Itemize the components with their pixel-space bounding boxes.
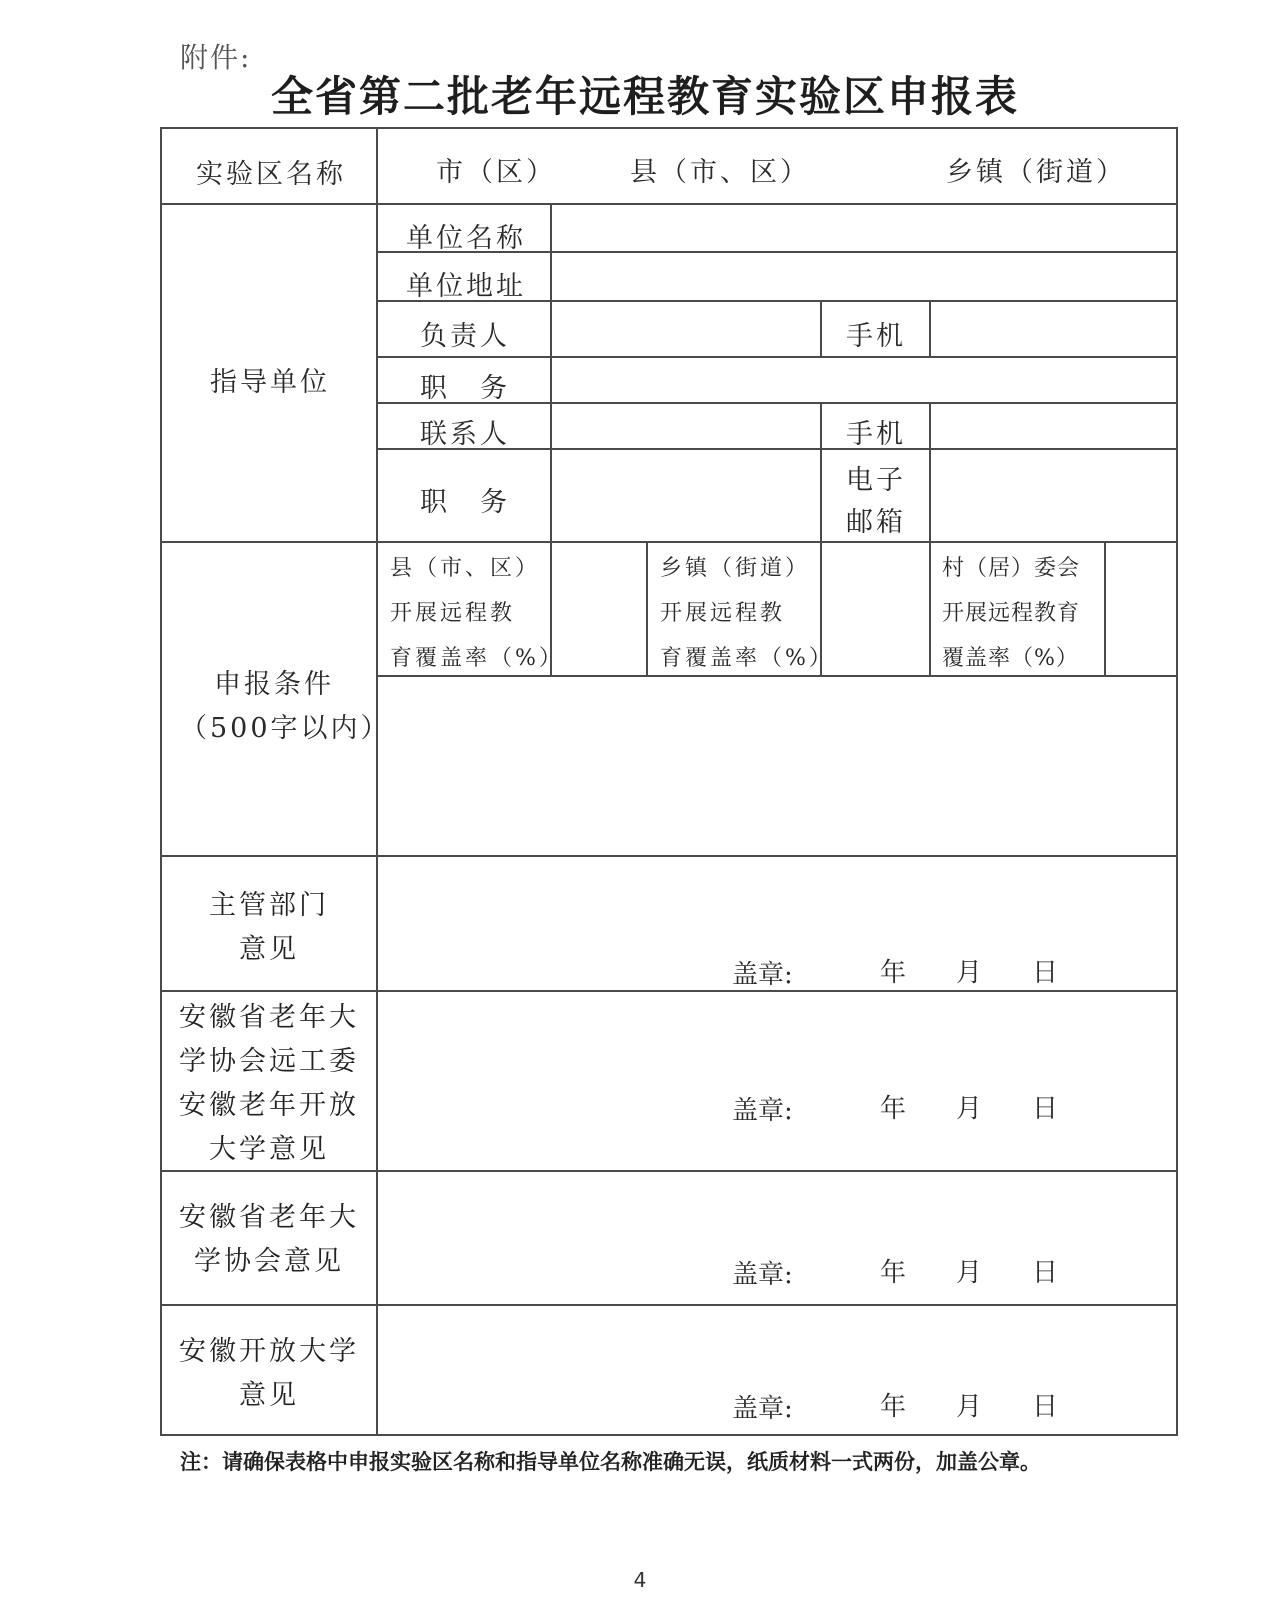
mobile-label-2: 手机 [846,419,906,450]
opinion-label-open-university: 安徽开放大学 意见 [179,1336,359,1411]
mobile-label-1: 手机 [846,321,906,352]
day-label: 日 [1032,1258,1059,1288]
seal-label: 盖章: [732,1096,793,1126]
month-label: 月 [956,1392,983,1422]
email-label-line2: 邮箱 [846,507,906,538]
guide-unit-label: 指导单位 [210,367,330,398]
opinion-label-remote-committee: 安徽省老年大 学协会远工委 安徽老年开放 大学意见 [179,1002,359,1165]
email-label-line1: 电子 [846,465,906,496]
seal-label: 盖章: [732,1394,793,1424]
town-field-label: 乡镇（街道） [946,157,1126,188]
month-label: 月 [956,1094,983,1124]
month-label: 月 [956,958,983,988]
page-number: 4 [633,1568,647,1592]
opinion-label-supervisor: 主管部门 意见 [209,890,329,965]
day-label: 日 [1032,1094,1059,1124]
unit-name-label: 单位名称 [406,223,526,254]
county-field-label: 县（市、区） [630,157,810,188]
year-label: 年 [880,958,907,988]
conditions-length-note: （500字以内） [180,713,391,744]
town-coverage-label: 乡镇（街道） 开展远程教 育覆盖率（%） [660,556,834,671]
opinion-label-association: 安徽省老年大 学协会意见 [179,1202,359,1277]
page-title: 全省第二批老年远程教育实验区申报表 [270,72,1019,121]
seal-label: 盖章: [732,1260,793,1290]
position-label-1: 职 务 [420,373,510,404]
unit-address-label: 单位地址 [406,271,526,302]
village-coverage-label: 村（居）委会 开展远程教育 覆盖率（%） [942,556,1081,671]
year-label: 年 [880,1258,907,1288]
month-label: 月 [956,1258,983,1288]
position-label-2: 职 务 [420,487,510,518]
conditions-label: 申报条件 [214,669,334,700]
footnote: 注：请确保表格中申报实验区名称和指导单位名称准确无误，纸质材料一式两份，加盖公章。 [180,1449,1041,1474]
day-label: 日 [1032,958,1059,988]
county-coverage-label: 县（市、区） 开展远程教 育覆盖率（%） [390,556,564,671]
person-in-charge-label: 负责人 [420,321,510,352]
attachment-label: 附件: [180,41,252,74]
year-label: 年 [880,1094,907,1124]
contact-person-label: 联系人 [420,419,510,450]
city-field-label: 市（区） [436,157,556,188]
year-label: 年 [880,1392,907,1422]
zone-name-label: 实验区名称 [196,159,346,190]
seal-label: 盖章: [732,960,793,990]
day-label: 日 [1032,1392,1059,1422]
